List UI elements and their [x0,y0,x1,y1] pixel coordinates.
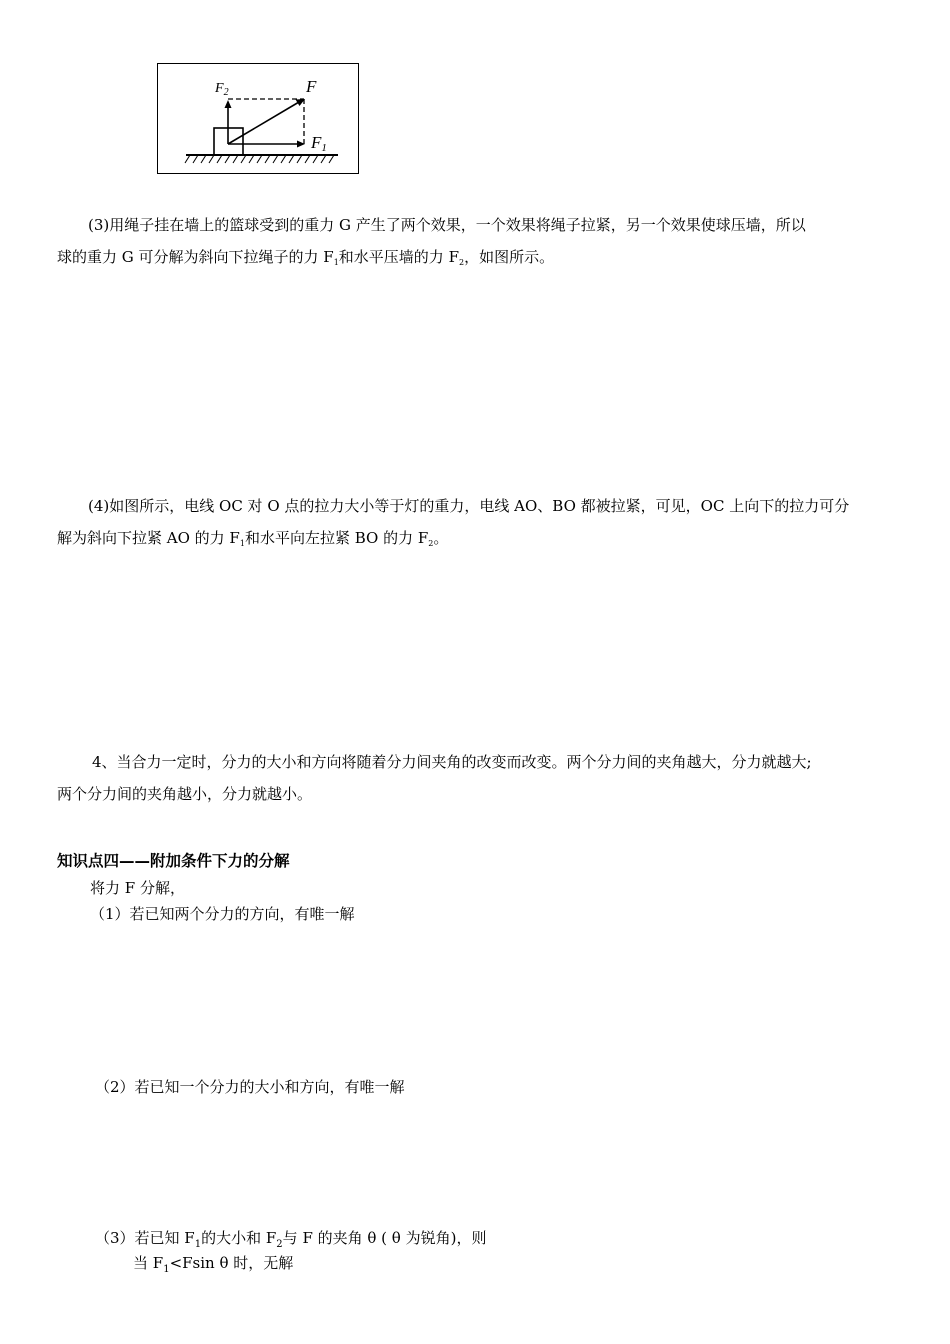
section-item3-line2: 当 $F_1<Fsin$ θ 时，无解 [133,1254,294,1275]
f2-arrowhead [225,100,232,108]
section-item3: （3）若已知 $F_1$的大小和 $F_2$与 F 的夹角 θ ( θ 为锐角)，则 [95,1229,487,1250]
section-heading: 知识点四——附加条件下力的分解 [57,852,290,870]
point4-line1: 4、当合力一定时，分力的大小和方向将随着分力间夹角的改变而改变。两个分力间的夹角越大，分力就越大; [92,753,812,771]
label-f1: F1 [311,133,327,154]
para3-line1: (3)用绳子挂在墙上的篮球受到的重力 G 产生了两个效果，一个效果将绳子拉紧，另一个效果使球压墙，所以 [88,216,806,234]
para3-line2: 球的重力 G 可分解为斜向下拉绳子的力 $F_1$和水平压墙的力 $F_2$，如图所示。 [57,248,555,267]
f-arrow [228,102,299,144]
force-diagram [157,63,359,174]
label-f2: $F_2$ [215,81,229,98]
label-f: F [306,77,317,96]
section-item2: （2）若已知一个分力的大小和方向，有唯一解 [95,1078,405,1096]
point4-line2: 两个分力间的夹角越小，分力就越小。 [57,785,313,803]
section-intro: 将力 F 分解， [90,879,185,897]
para4-line2: 解为斜向下拉紧 AO 的力 $F_1$和水平向左拉紧 BO 的力 $F_2$。 [57,529,449,548]
para4-line1: (4)如图所示，电线 OC 对 O 点的拉力大小等于灯的重力，电线 AO、BO 都被拉紧，可见，OC 上向下的拉力可分 [88,497,850,515]
section-item1: （1）若已知两个分力的方向，有唯一解 [90,905,355,923]
ground-hatching [185,155,334,163]
force-diagram-svg [158,64,358,173]
